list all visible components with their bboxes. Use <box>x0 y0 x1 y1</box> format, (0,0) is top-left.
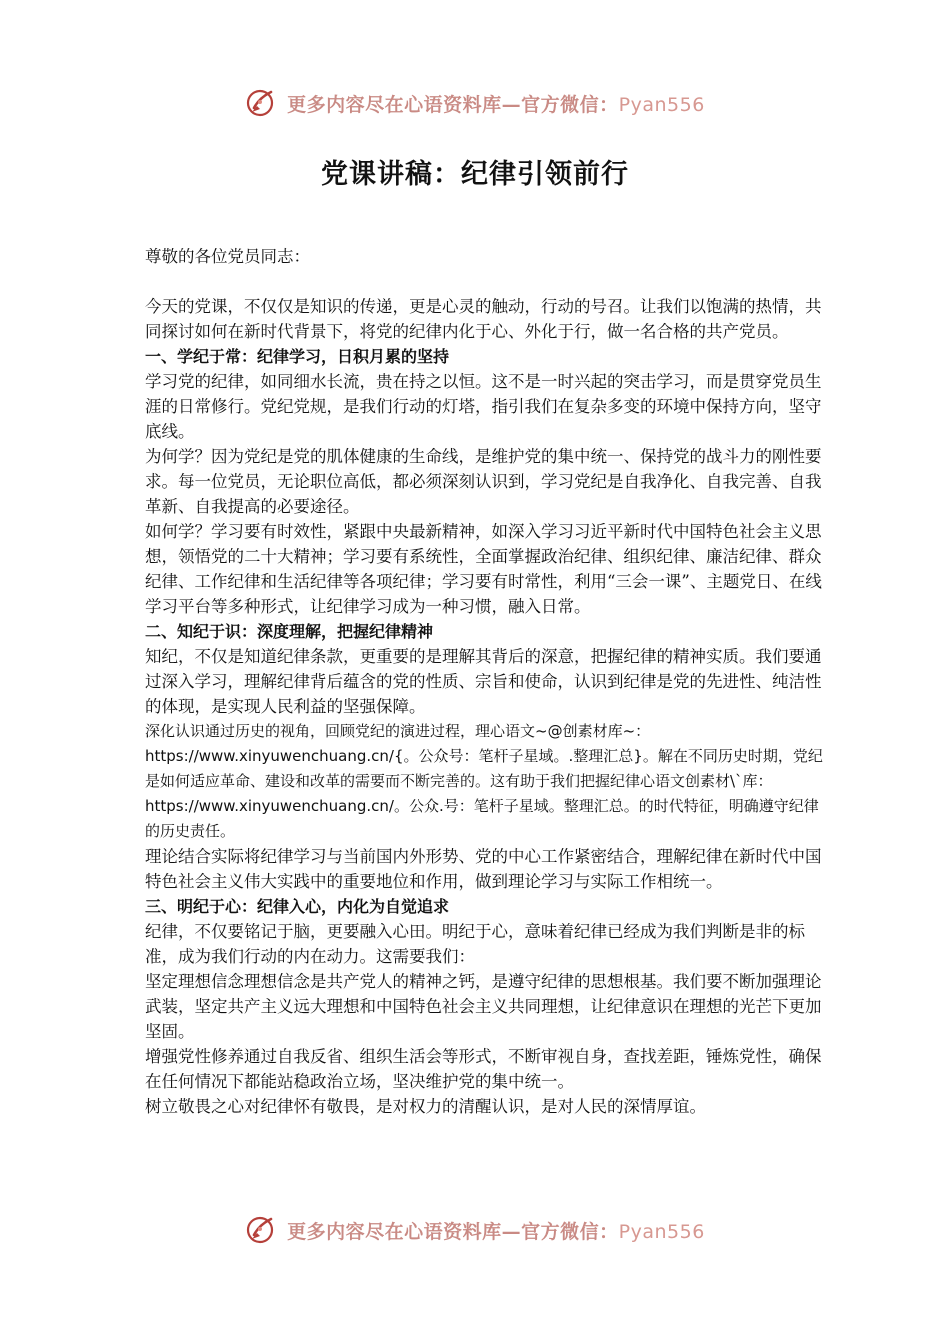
body-paragraph: 为何学？因为党纪是党的肌体健康的生命线，是维护党的集中统一、保持党的战斗力的刚性要求。每一位党员，无论职位高低，都必须深刻认识到，学习党纪是自我净化、自我完善、自我革新、自我提高的必要途径。 <box>145 447 822 516</box>
body-paragraph: 如何学？学习要有时效性，紧跟中央最新精神，如深入学习习近平新时代中国特色社会主义思想，领悟党的二十大精神；学习要有系统性，全面掌握政治纪律、组织纪律、廉洁纪律、群众纪律、工作纪律和生活纪律等各项纪律；学习要有时常性，利用“三会一课”、主题党日、在线学习平台等多种形式，让纪律学习成为一种习惯，融入日常。 <box>145 522 822 616</box>
section-heading-2: 二、知纪于识：深度理解，把握纪律精神 <box>145 622 434 641</box>
body-paragraph-watermarked: 深化认识通过历史的视角，回顾党纪的演进过程，理心语文~@创素材库~：https://www.xinyuwenchuang.cn/{。公众号：笔杆子星域。.整理汇总}。解在不同历史时期，党纪是如何适应革命、建设和改革的需要而不断完善的。这有助于我们把握纪律心语文创素材\`库：https://www.xinyuwenchuang.cn/。公众.号：笔杆子星域。整理汇总。的时代特征，明确遵守纪律的历史责任。 <box>145 722 823 840</box>
footer-watermark-banner <box>0 1210 950 1250</box>
body-paragraph: 树立敬畏之心对纪律怀有敬畏，是对权力的清醒认识，是对人民的深情厚谊。 <box>145 1097 706 1116</box>
section-heading-3: 三、明纪于心：纪律入心，内化为自觉追求 <box>145 897 450 916</box>
body-paragraph: 坚定理想信念理想信念是共产党人的精神之钙，是遵守纪律的思想根基。我们要不断加强理论武装，坚定共产主义远大理想和中国特色社会主义共同理想，让纪律意识在理想的光芒下更加坚固。 <box>145 972 822 1041</box>
body-paragraph: 知纪，不仅是知道纪律条款，更重要的是理解其背后的深意，把握纪律的精神实质。我们要通过深入学习，理解纪律背后蕴含的党的性质、宗旨和使命，认识到纪律是党的先进性、纯洁性的体现，是实现人民利益的坚强保障。 <box>145 647 822 716</box>
banner-wechat-id: Pyan556 <box>618 1220 705 1243</box>
salutation: 尊敬的各位党员同志： <box>145 247 310 266</box>
header-watermark-banner <box>0 83 950 123</box>
banner-text <box>287 90 705 117</box>
document-body <box>145 244 825 1119</box>
body-paragraph: 学习党的纪律，如同细水长流，贵在持之以恒。这不是一时兴起的突击学习，而是贯穿党员生涯的日常修行。党纪党规，是我们行动的灯塔，指引我们在复杂多变的环境中保持方向，坚守底线。 <box>145 372 822 441</box>
body-paragraph: 增强党性修养通过自我反省、组织生活会等形式，不断审视自身，查找差距，锤炼党性，确保在任何情况下都能站稳政治立场，坚决维护党的集中统一。 <box>145 1047 822 1091</box>
intro-paragraph: 今天的党课，不仅仅是知识的传递，更是心灵的触动，行动的号召。让我们以饱满的热情，共同探讨如何在新时代背景下，将党的纪律内化于心、外化于行，做一名合格的共产党员。 <box>145 297 822 341</box>
pen-circle-logo-icon <box>245 1213 279 1247</box>
banner-label: 更多内容尽在心语资料库—官方微信： <box>287 1220 619 1243</box>
banner-label: 更多内容尽在心语资料库—官方微信： <box>287 93 619 116</box>
banner-wechat-id: Pyan556 <box>618 93 705 116</box>
body-paragraph: 纪律，不仅要铭记于脑，更要融入心田。明纪于心，意味着纪律已经成为我们判断是非的标准，成为我们行动的内在动力。这需要我们： <box>145 922 805 966</box>
page-title: 党课讲稿：纪律引领前行 <box>321 159 629 190</box>
section-heading-1: 一、学纪于常：纪律学习，日积月累的坚持 <box>145 347 450 366</box>
banner-text <box>287 1217 705 1244</box>
body-paragraph: 理论结合实际将纪律学习与当前国内外形势、党的中心工作紧密结合，理解纪律在新时代中国特色社会主义伟大实践中的重要地位和作用，做到理论学习与实际工作相统一。 <box>145 847 822 891</box>
pen-circle-logo-icon <box>245 86 279 120</box>
banner-inner <box>245 1213 705 1247</box>
banner-inner <box>245 86 705 120</box>
